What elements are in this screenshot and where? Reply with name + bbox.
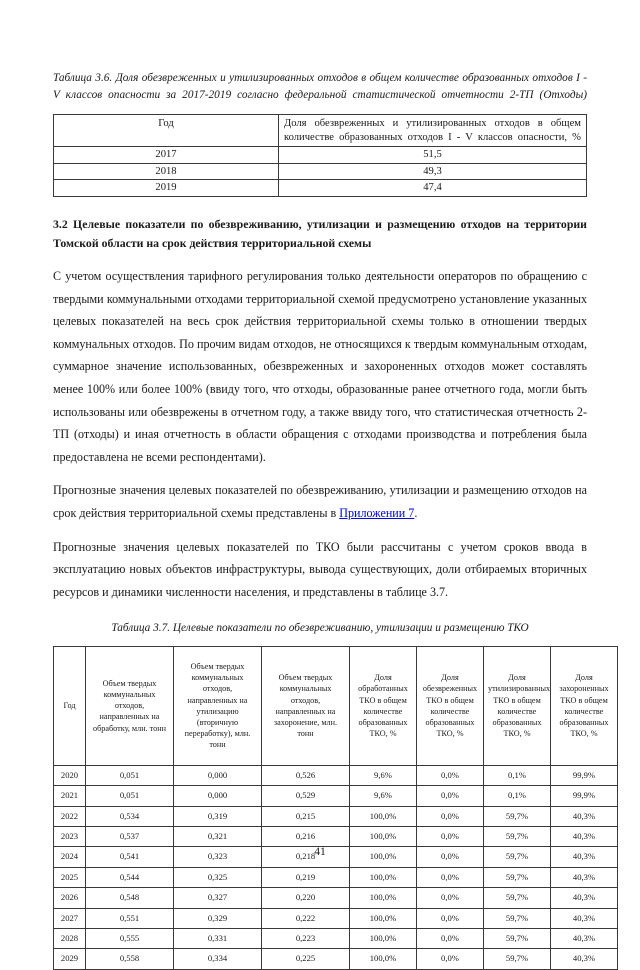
appendix-7-link[interactable]: Приложении 7 [339,505,415,520]
table-37-cell-disposal: 0,225 [262,949,350,969]
table-37-cell-share-buried: 40,3% [551,888,618,908]
table-37-cell-share-recycled: 59,7% [484,867,551,887]
table-37-cell-share-processed: 100,0% [350,806,417,826]
table-37-head [54,646,618,765]
table-36-body [54,115,587,197]
table-37-cell-share-neutralized: 0,0% [417,806,484,826]
table-36-cell-share: 49,3 [279,163,587,180]
table-37-cell-processing: 0,051 [86,765,174,785]
table-37-cell-year: 2021 [54,786,86,806]
table-37-cell-share-processed: 100,0% [350,847,417,867]
table-37-cell-year: 2028 [54,928,86,948]
section-heading-3-2: 3.2 Целевые показатели по обезвреживанию, утилизации и размещению отходов на территории Томской области на срок действия территориальной схемы [53,216,587,250]
table-37-cell-share-processed: 100,0% [350,908,417,928]
table-37-cell-year: 2029 [54,949,86,969]
table-37-cell-recycling: 0,000 [174,765,262,785]
table-37-cell-share-buried: 40,3% [551,826,618,846]
table-37-cell-share-neutralized: 0,0% [417,908,484,928]
table-row [54,928,618,948]
table-37-cell-recycling: 0,000 [174,786,262,806]
table-37-body [54,765,618,969]
table-37-cell-share-buried: 40,3% [551,908,618,928]
table-37-cell-recycling: 0,319 [174,806,262,826]
table-37-header-disposal: Объем твердых коммунальных отходов, направленных на захоронение, млн. тонн [262,646,350,765]
table-37-cell-disposal: 0,223 [262,928,350,948]
table-37-header-row [54,646,618,765]
table-37-cell-year: 2023 [54,826,86,846]
table-37-cell-share-recycled: 59,7% [484,806,551,826]
table-36-cell-year: 2018 [54,163,279,180]
table-37-cell-disposal: 0,218 [262,847,350,867]
table-37-cell-share-buried: 40,3% [551,867,618,887]
table-37-cell-share-processed: 100,0% [350,928,417,948]
table-37-cell-share-buried: 40,3% [551,949,618,969]
table-37-cell-year: 2027 [54,908,86,928]
table-36-cell-year: 2017 [54,147,279,164]
table-37-cell-recycling: 0,334 [174,949,262,969]
table-row [54,786,618,806]
table-37-header-share-buried: Доля захороненных ТКО в общем количестве образованных ТКО, % [551,646,618,765]
table-36-header-row [54,115,587,147]
table-37-cell-recycling: 0,325 [174,867,262,887]
table-37-cell-recycling: 0,321 [174,826,262,846]
table-37-cell-processing: 0,051 [86,786,174,806]
table-row [54,806,618,826]
table-37-cell-disposal: 0,215 [262,806,350,826]
table-37-cell-processing: 0,537 [86,826,174,846]
table-37-cell-share-processed: 100,0% [350,867,417,887]
table-37-caption: Таблица 3.7. Целевые показатели по обезвреживанию, утилизации и размещению ТКО [111,622,529,635]
table-37-cell-year: 2026 [54,888,86,908]
table-37-cell-disposal: 0,220 [262,888,350,908]
table-37-cell-share-buried: 99,9% [551,786,618,806]
table-37-cell-share-recycled: 59,7% [484,826,551,846]
table-36-header-year: Год [54,115,279,147]
table-37-cell-share-recycled: 0,1% [484,786,551,806]
table-37-cell-disposal: 0,219 [262,867,350,887]
table-37-cell-share-buried: 40,3% [551,847,618,867]
table-37-cell-share-neutralized: 0,0% [417,867,484,887]
table-37-cell-share-processed: 9,6% [350,786,417,806]
table-36 [53,114,587,197]
table-36-caption: Таблица 3.6. Доля обезвреженных и утилизированных отходов в общем количестве образованных отходов I - V классов опасности за 2017-2019 согласно федеральной статистической отчетности 2-ТП (Отходы) [53,72,587,101]
paragraph-3: Прогнозные значения целевых показателей по ТКО были рассчитаны с учетом сроков ввода в эксплуатацию новых объектов инфраструктуры, вывода существующих, доли отбираемых вторичных ресурсов и динамики численности населения, и представлены в таблице 3.7. [53,539,587,599]
table-37-header-processing: Объем твердых коммунальных отходов, направленных на обработку, млн. тонн [86,646,174,765]
table-37-cell-year: 2022 [54,806,86,826]
table-37-cell-year: 2020 [54,765,86,785]
table-37-cell-share-neutralized: 0,0% [417,826,484,846]
table-37-cell-share-neutralized: 0,0% [417,786,484,806]
page-number: 41 [314,845,326,858]
table-37-cell-processing: 0,558 [86,949,174,969]
table-37-cell-recycling: 0,327 [174,888,262,908]
table-row [54,147,587,164]
table-36-cell-year: 2019 [54,180,279,197]
table-37-cell-processing: 0,534 [86,806,174,826]
table-37 [53,646,618,970]
table-37-cell-processing: 0,551 [86,908,174,928]
table-37-cell-share-buried: 99,9% [551,765,618,785]
table-row [54,908,618,928]
table-37-cell-share-neutralized: 0,0% [417,765,484,785]
table-37-cell-disposal: 0,526 [262,765,350,785]
table-37-cell-share-processed: 100,0% [350,888,417,908]
table-37-cell-share-recycled: 0,1% [484,765,551,785]
table-37-cell-share-recycled: 59,7% [484,949,551,969]
table-36-header-share: Доля обезвреженных и утилизированных отходов в общем количестве образованных отходов I - V классов опасности, % [279,115,587,147]
table-37-header-share-recycled: Доля утилизированных ТКО в общем количестве образованных ТКО, % [484,646,551,765]
table-37-header-share-neutralized: Доля обезвреженных ТКО в общем количестве образованных ТКО, % [417,646,484,765]
table-37-cell-share-neutralized: 0,0% [417,928,484,948]
table-37-cell-share-neutralized: 0,0% [417,888,484,908]
paragraph-1: С учетом осуществления тарифного регулирования только деятельности операторов по обращению с твердыми коммунальными отходами территориальной схемой предусмотрено установление указанных целевых показателей на весь срок действия территориальной схемы только в отношении твердых коммунальных отходов. По прочим видам отходов, не относящихся к твердым коммунальным отходам, суммарное значение использованных, обезвреженных и захороненных отходов может составлять менее 100% или более 100% (ввиду того, что отходы, образованные ранее отчетного года, могли быть использованы или обезврежены в отчетном году, а также ввиду того, что статистическая отчетность 2-ТП (отходы) и иная отчетность в области обращения с отходами производства и потребления была предоставлена не всеми респондентами). [53,268,587,464]
table-37-cell-year: 2025 [54,867,86,887]
table-37-header-year: Год [54,646,86,765]
table-row [54,163,587,180]
table-37-cell-recycling: 0,323 [174,847,262,867]
table-37-cell-share-recycled: 59,7% [484,888,551,908]
paragraph-2 [53,479,587,524]
paragraph-2-text-after: . [414,505,418,520]
table-37-header-share-processed: Доля обработанных ТКО в общем количестве образованных ТКО, % [350,646,417,765]
table-37-cell-share-neutralized: 0,0% [417,949,484,969]
table-37-cell-disposal: 0,222 [262,908,350,928]
table-37-cell-share-recycled: 59,7% [484,847,551,867]
table-37-cell-share-recycled: 59,7% [484,908,551,928]
table-37-cell-share-buried: 40,3% [551,806,618,826]
table-37-cell-share-processed: 100,0% [350,826,417,846]
table-37-cell-disposal: 0,216 [262,826,350,846]
table-37-header-recycling: Объем твердых коммунальных отходов, направленных на утилизацию (вторичную переработку), млн. тонн [174,646,262,765]
table-36-cell-share: 47,4 [279,180,587,197]
table-37-cell-recycling: 0,329 [174,908,262,928]
table-37-cell-processing: 0,555 [86,928,174,948]
table-37-cell-share-neutralized: 0,0% [417,847,484,867]
table-37-cell-processing: 0,544 [86,867,174,887]
table-36-cell-share: 51,5 [279,147,587,164]
page-content [53,70,609,970]
table-37-cell-share-buried: 40,3% [551,928,618,948]
table-row [54,867,618,887]
paragraph-2-text-before: Прогнозные значения целевых показателей по обезвреживанию, утилизации и размещению отходов на срок действия территориальной схемы представлены в [53,483,587,520]
table-37-cell-year: 2024 [54,847,86,867]
table-37-cell-share-recycled: 59,7% [484,928,551,948]
table-row [54,949,618,969]
table-37-cell-share-processed: 100,0% [350,949,417,969]
table-37-cell-recycling: 0,331 [174,928,262,948]
table-37-cell-processing: 0,548 [86,888,174,908]
table-37-cell-share-processed: 9,6% [350,765,417,785]
table-row [54,180,587,197]
table-row [54,765,618,785]
table-37-cell-processing: 0,541 [86,847,174,867]
table-37-cell-disposal: 0,529 [262,786,350,806]
table-row [54,826,618,846]
